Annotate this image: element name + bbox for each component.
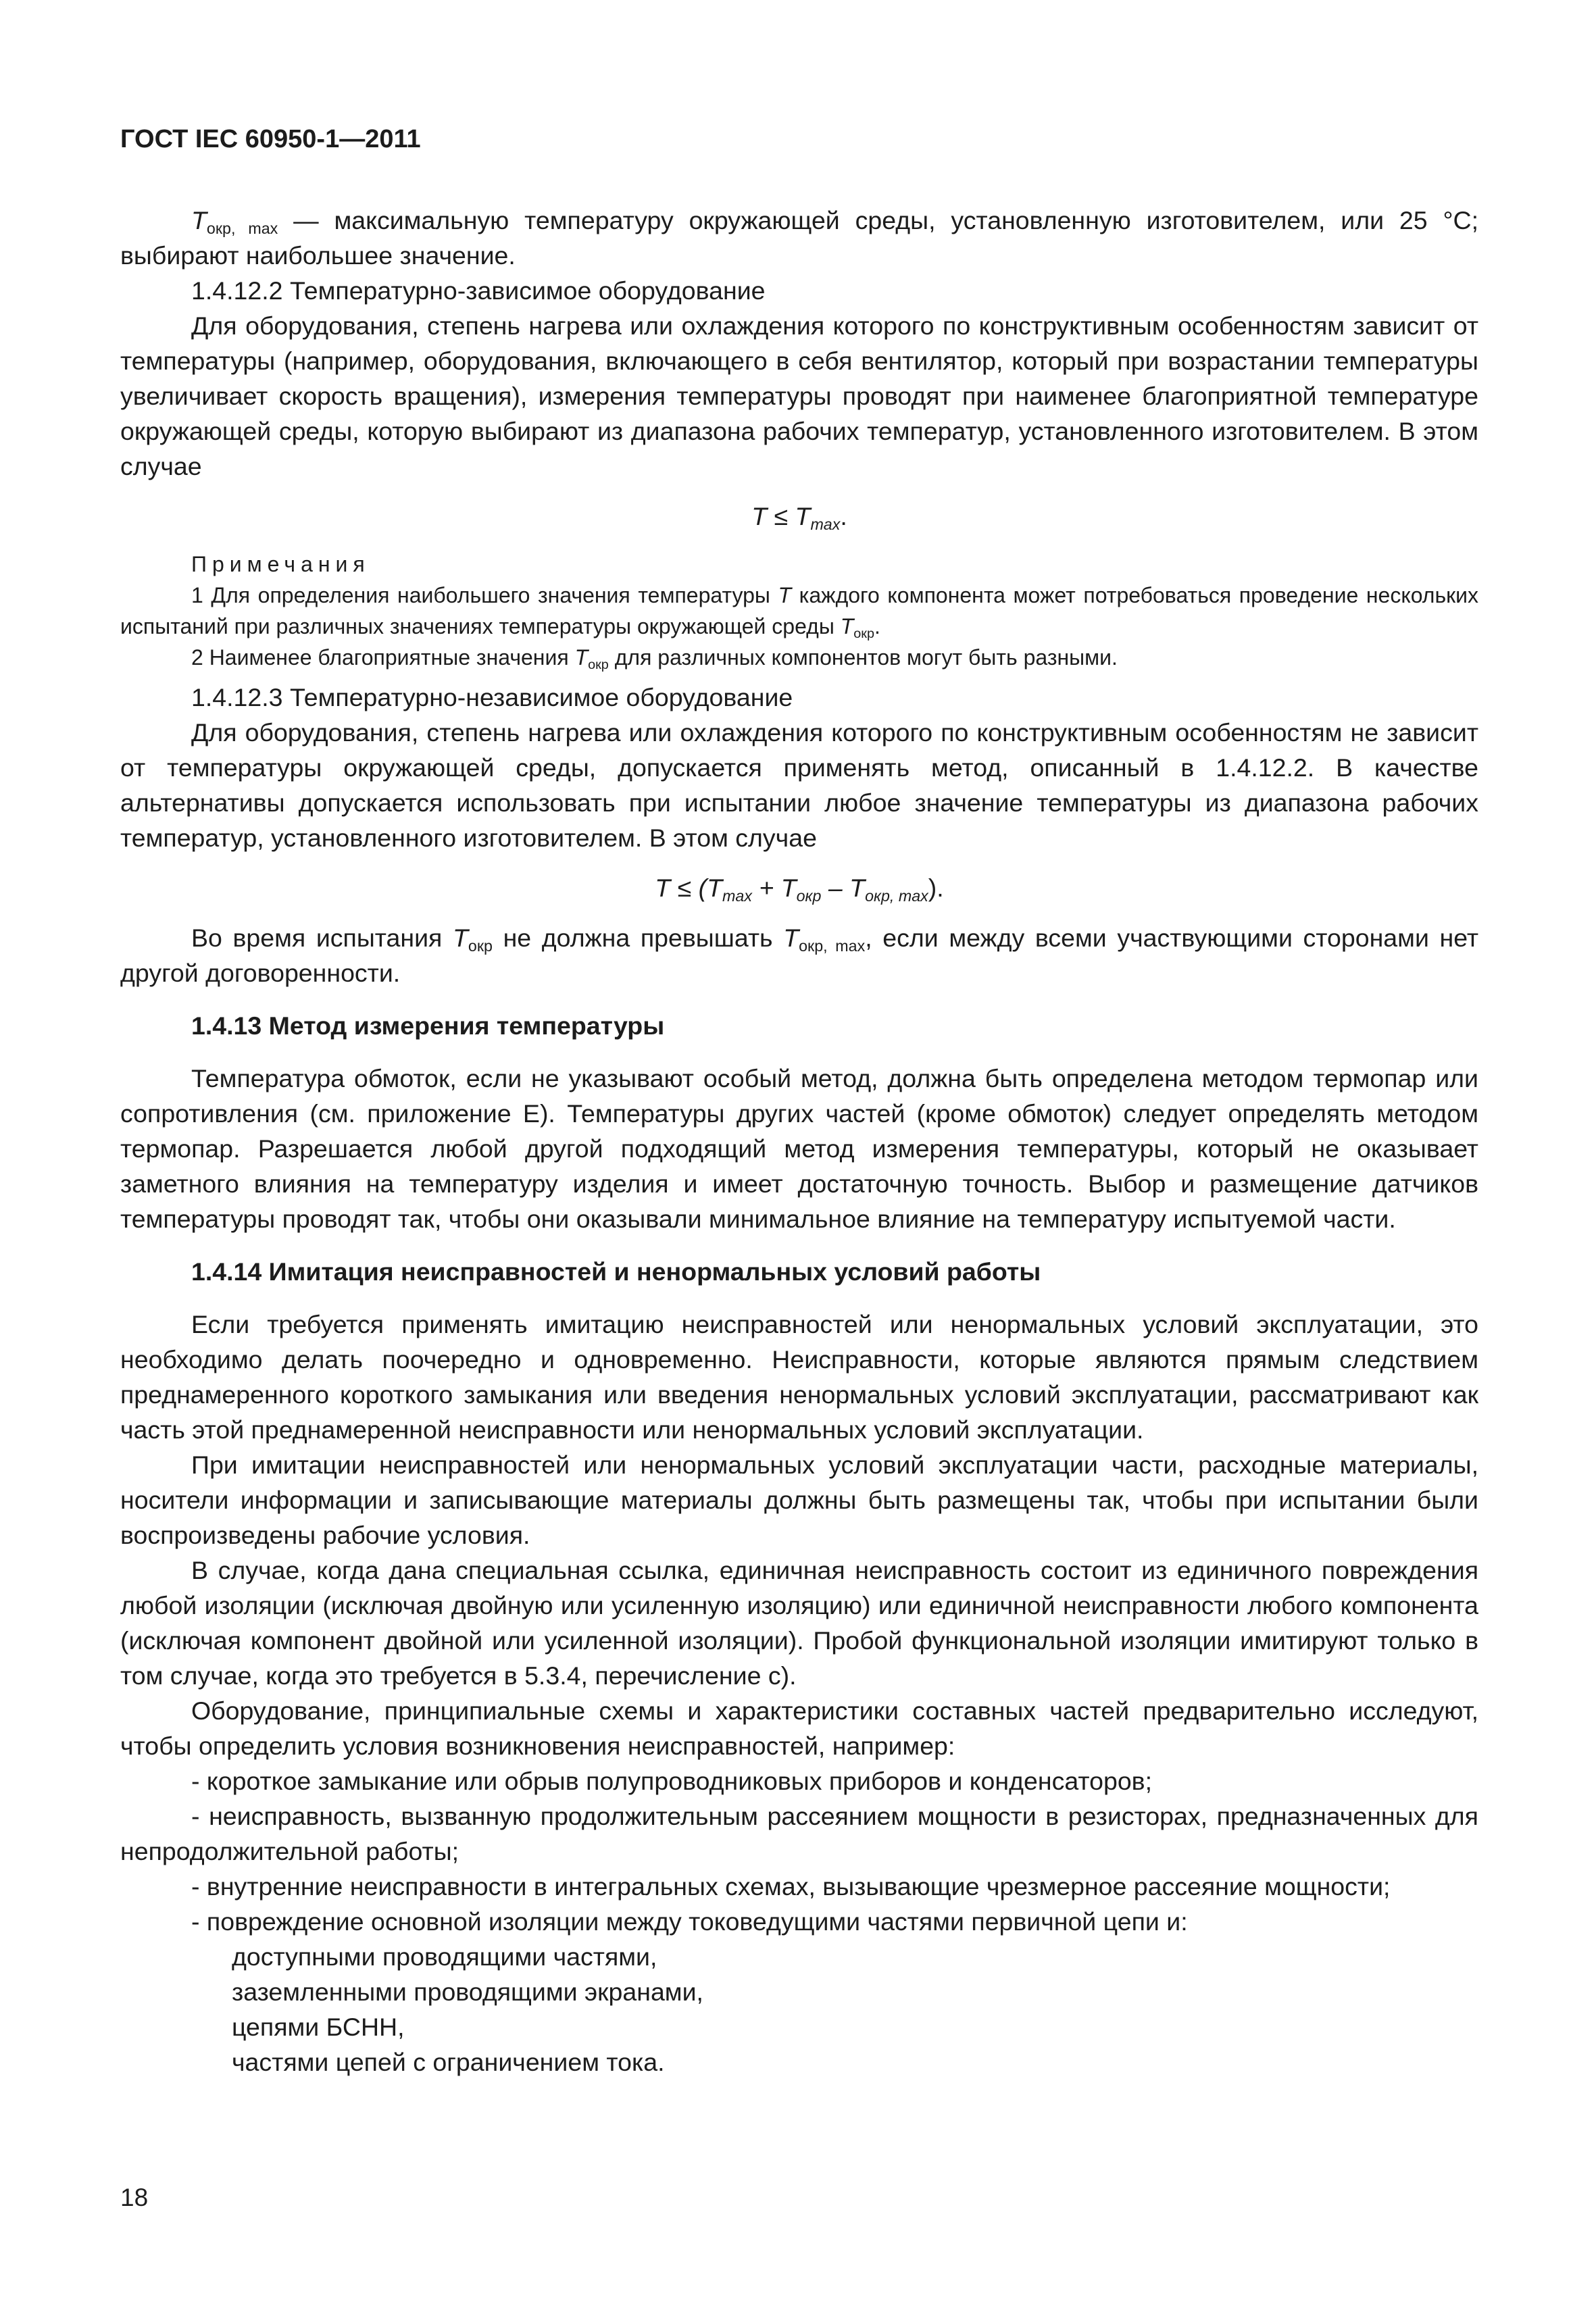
- subsection-heading: 1.4.12.2 Температурно-зависимое оборудование: [191, 276, 766, 305]
- paragraph: Для оборудования, степень нагрева или охлаждения которого по конструктивным особенностям не зависит от температуры окружающей среды, допускается применять метод, описанный в 1.4.12.2. В качестве альтернативы допускается использовать при испытании любое значение температуры из диапазона рабочих температур, установленного изготовителем. В этом случае: [120, 718, 1478, 852]
- paragraph: При имитации неисправностей или ненормальных условий эксплуатации части, расходные материалы, носители информации и записывающие материалы должны быть размещены так, чтобы при испытании были воспроизведены рабочие условия.: [120, 1451, 1478, 1549]
- paragraph: $T_{окр, max}$ — максимальную температуру окружающей среды, установленную изготовителем, или 25 °C; выбирают наибольшее значение.: [120, 206, 1478, 270]
- paragraph: В случае, когда дана специальная ссылка, единичная неисправность состоит из единичного повреждения любой изоляции (исключая двойную или усиленную изоляцию) или единичной неисправности любого компонента (исключая компонент двойной или усиленной изоляции). Пробой функциональной изоляции имитируют только в том случае, когда это требуется в 5.3.4, перечисление с).: [120, 1556, 1478, 1690]
- note-item: 1 Для определения наибольшего значения температуры T каждого компонента может потребоваться проведение нескольких испытаний при различных значениях температуры окружающей среды $T_{окр}$.: [120, 583, 1479, 641]
- document-body: [120, 203, 1478, 2080]
- formula: $T \le (T_{max} + T_{окр} - T_{окр, max})$.: [655, 874, 944, 905]
- sublist-item: частями цепей с ограничением тока.: [232, 2048, 665, 2076]
- sublist-item: заземленными проводящими экранами,: [232, 1978, 703, 2006]
- list-item: - неисправность, вызванную продолжительным рассеянием мощности в резисторах, предназначенных для непродолжительной работы;: [120, 1802, 1478, 1865]
- paragraph: Во время испытания $T_{окр}$ не должна превышать $T_{окр, max}$, если между всеми участвующими сторонами нет другой договоренности.: [120, 924, 1479, 987]
- formula: $T \le T_{max}$.: [751, 502, 847, 533]
- section-heading: 1.4.13 Метод измерения температуры: [191, 1011, 665, 1040]
- paragraph: Оборудование, принципиальные схемы и характеристики составных частей предварительно исследуют, чтобы определить условия возникновения неисправностей, например:: [120, 1696, 1478, 1760]
- list-item: - повреждение основной изоляции между токоведущими частями первичной цепи и:: [191, 1907, 1188, 1936]
- paragraph: Для оборудования, степень нагрева или охлаждения которого по конструктивным особенностям зависит от температуры (например, оборудования, включающего в себя вентилятор, который при возрастании температуры увеличивает скорость вращения), измерения температуры проводят при наименее благоприятной температуре окружающей среды, которую выбирают из диапазона рабочих температур, установленного изготовителем. В этом случае: [120, 311, 1478, 480]
- list-item: - короткое замыкание или обрыв полупроводниковых приборов и конденсаторов;: [191, 1767, 1153, 1795]
- paragraph: Если требуется применять имитацию неисправностей или ненормальных условий эксплуатации, это необходимо делать поочередно и одновременно. Неисправности, которые являются прямым следствием преднамеренного короткого замыкания или введения ненормальных условий эксплуатации, рассматривают как часть этой преднамеренной неисправности или ненормальных условий эксплуатации.: [120, 1310, 1478, 1444]
- sublist-item: цепями БСНН,: [232, 2013, 405, 2041]
- notes: [120, 549, 1478, 673]
- document-header: ГОСТ IEC 60950-1—2011: [120, 125, 421, 153]
- section-heading: 1.4.14 Имитация неисправностей и ненормальных условий работы: [191, 1257, 1041, 1286]
- sublist-item: доступными проводящими частями,: [232, 1942, 657, 1971]
- paragraph: Температура обмоток, если не указывают особый метод, должна быть определена методом термопар или сопротивления (см. приложение Е). Температуры других частей (кроме обмоток) следует определять методом термопар. Разрешается любой другой подходящий метод измерения температуры, который не оказывает заметного влияния на температуру изделия и имеет достаточную точность. Выбор и размещение датчиков температуры проводят так, чтобы они оказывали минимальное влияние на температуру испытуемой части.: [120, 1064, 1478, 1233]
- notes-title: Примечания: [191, 552, 370, 576]
- page-number: 18: [120, 2184, 149, 2211]
- subsection-heading: 1.4.12.3 Температурно-независимое оборудование: [191, 683, 793, 711]
- note-item: 2 Наименее благоприятные значения $T_{окр}$ для различных компонентов могут быть разными.: [191, 645, 1118, 672]
- list-item: - внутренние неисправности в интегральных схемах, вызывающие чрезмерное рассеяние мощности;: [191, 1872, 1391, 1901]
